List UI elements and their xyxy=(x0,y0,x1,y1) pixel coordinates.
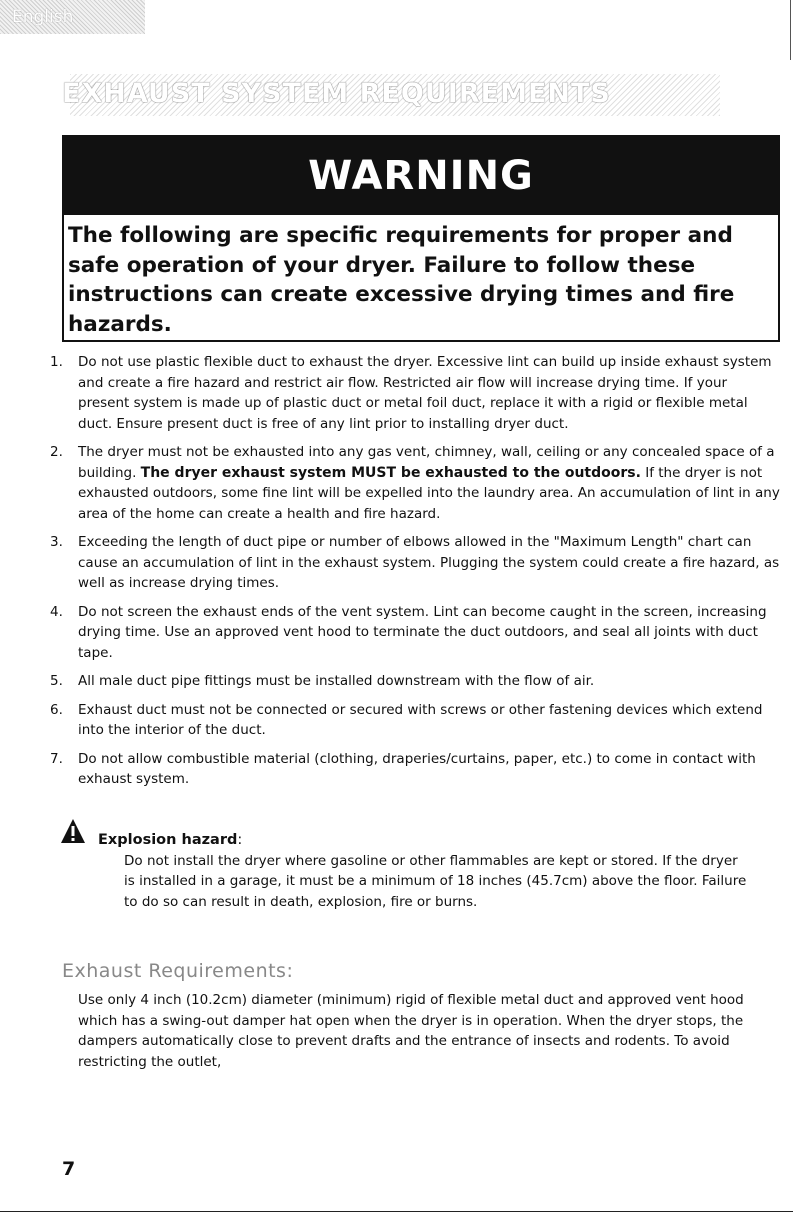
warning-triangle-icon xyxy=(60,818,86,844)
list-item xyxy=(50,352,780,434)
item-text: Do not use plastic flexible duct to exhaust the dryer. Excessive lint can build up inside exhaust system and create a fire hazard and restrict air flow. Restricted air flow will increase drying time. If your present system is made up of plastic duct or metal foil duct, replace it with a rigid or flexible metal duct. Ensure present duct is free of any lint prior to installing dryer duct. xyxy=(78,354,772,432)
explosion-hazard-body: Do not install the dryer where gasoline or other flammables are kept or stored. If the dryer is installed in a garage, it must be a minimum of 18 inches (45.7cm) above the floor. Failure to do so can result in death, explosion, fire or burns. xyxy=(124,852,747,910)
item-number: 5. xyxy=(50,673,63,689)
requirements-list xyxy=(50,352,780,798)
section-header xyxy=(0,70,793,120)
item-number: 7. xyxy=(50,750,63,767)
language-tab: English xyxy=(0,0,145,34)
list-item xyxy=(50,442,780,524)
item-text: Exceeding the length of duct pipe or number of elbows allowed in the "Maximum Length" chart can cause an accumulation of lint in the exhaust system. Plugging the system could create a fire hazard, as well as increase drying times. xyxy=(78,534,780,591)
bottom-rule xyxy=(0,1211,793,1212)
item-text: Do not allow combustible material (clothing, draperies/curtains, paper, etc.) to come in contact with exhaust system. xyxy=(78,750,756,787)
explosion-title-colon: : xyxy=(237,832,243,848)
item-number: 4. xyxy=(50,603,63,620)
item-number: 2. xyxy=(50,444,63,460)
explosion-title-text: Explosion hazard xyxy=(98,832,238,848)
warning-box xyxy=(62,135,780,342)
item-number: 1. xyxy=(50,354,63,370)
item-bold-text: The dryer exhaust system MUST be exhausted to the outdoors. xyxy=(140,464,641,481)
exhaust-requirements-body: Use only 4 inch (10.2cm) diameter (minimum) rigid of flexible metal duct and approved vent hood which has a swing-out damper hat open when the dryer is in operation. When the dryer stops, the dampers automatically close to prevent drafts and the entrance of insects and rodents. To avoid restricting the outlet, xyxy=(78,992,744,1070)
list-item xyxy=(50,532,780,594)
list-item xyxy=(50,602,780,664)
explosion-hazard-title xyxy=(98,830,750,851)
item-text: The dryer must not be exhausted into any gas vent, chimney, wall, ceiling or any concealed space of a building. xyxy=(78,444,775,481)
item-text: All male duct pipe fittings must be installed downstream with the flow of air. xyxy=(78,673,595,689)
item-text: Do not screen the exhaust ends of the vent system. Lint can become caught in the screen, increasing drying time. Use an approved vent hood to terminate the duct outdoors, and seal all joints with duct tape. xyxy=(78,603,767,661)
list-item xyxy=(50,671,780,692)
page-title: EXHAUST SYSTEM REQUIREMENTS xyxy=(62,78,611,109)
item-text: Exhaust duct must not be connected or secured with screws or other fastening devices which extend into the interior of the duct. xyxy=(78,701,763,738)
list-item xyxy=(50,700,780,741)
warning-text: The following are specific requirements for proper and safe operation of your dryer. Failure to follow these instructions can create excessive drying times and fire hazards. xyxy=(68,223,735,337)
item-number: 6. xyxy=(50,701,63,718)
item-number: 3. xyxy=(50,534,63,550)
explosion-hazard-notice xyxy=(90,830,750,912)
page-number: 7 xyxy=(62,1158,76,1180)
exhaust-requirements-heading: Exhaust Requirements: xyxy=(62,960,294,982)
list-item xyxy=(50,749,780,790)
warning-banner: WARNING xyxy=(64,137,778,215)
item-text-continued: If the dryer is not exhausted outdoors, some fine lint will be expelled into the laundry area. An accumulation of lint in any area of the home can create a health and fire hazard. xyxy=(78,464,780,522)
margin-rule xyxy=(790,0,791,60)
